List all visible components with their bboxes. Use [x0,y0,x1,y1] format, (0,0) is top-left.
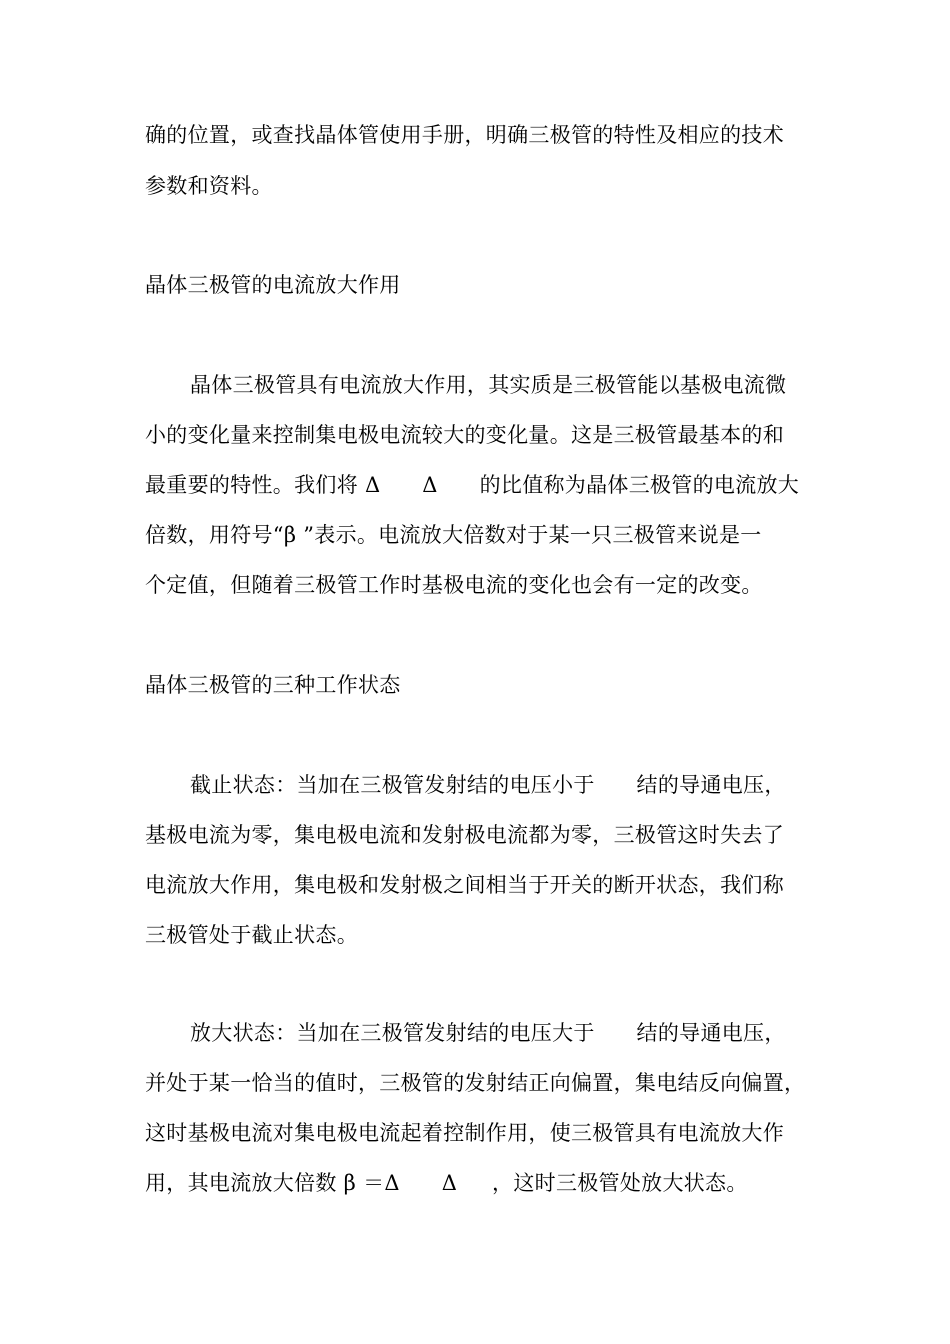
amplify-state-paragraph-line-2: 并处于某一恰当的值时，三极管的发射结正向偏置，集电结反向偏置， [145,1071,806,1095]
cutoff-paragraph-line-1: 截止状态：当加在三极管发射结的电压小于 结的导通电压， [190,773,786,797]
paragraph-1-line-2: 参数和资料。 [145,174,273,198]
section-heading-current-amplification: 晶体三极管的电流放大作用 [145,273,401,297]
cutoff-paragraph-line-4: 三极管处于截止状态。 [145,923,358,947]
amplify-state-paragraph-line-1: 放大状态：当加在三极管发射结的电压大于 结的导通电压， [190,1021,786,1045]
cutoff-paragraph-line-2: 基极电流为零，集电极电流和发射极电流都为零，三极管这时失去了 [145,823,784,847]
paragraph-1-line-1: 确的位置，或查找晶体管使用手册，明确三极管的特性及相应的技术 [145,123,784,147]
section-heading-working-states: 晶体三极管的三种工作状态 [145,673,401,697]
amplification-paragraph-line-4: 倍数，用符号“β ”表示。电流放大倍数对于某一只三极管来说是一 [145,523,762,547]
amplification-paragraph-line-3: 最重要的特性。我们将 Δ Δ 的比值称为晶体三极管的电流放大 [145,473,800,497]
amplification-paragraph-line-5: 个定值，但随着三极管工作时基极电流的变化也会有一定的改变。 [145,573,763,597]
amplify-state-paragraph-line-3: 这时基极电流对集电极电流起着控制作用，使三极管具有电流放大作 [145,1121,784,1145]
amplification-paragraph-line-1: 晶体三极管具有电流放大作用，其实质是三极管能以基极电流微 [190,373,787,397]
amplify-state-paragraph-line-4: 用，其电流放大倍数 β ＝Δ Δ ，这时三极管处放大状态。 [145,1171,748,1195]
cutoff-paragraph-line-3: 电流放大作用，集电极和发射极之间相当于开关的断开状态，我们称 [145,873,784,897]
amplification-paragraph-line-2: 小的变化量来控制集电极电流较大的变化量。这是三极管最基本的和 [145,423,784,447]
